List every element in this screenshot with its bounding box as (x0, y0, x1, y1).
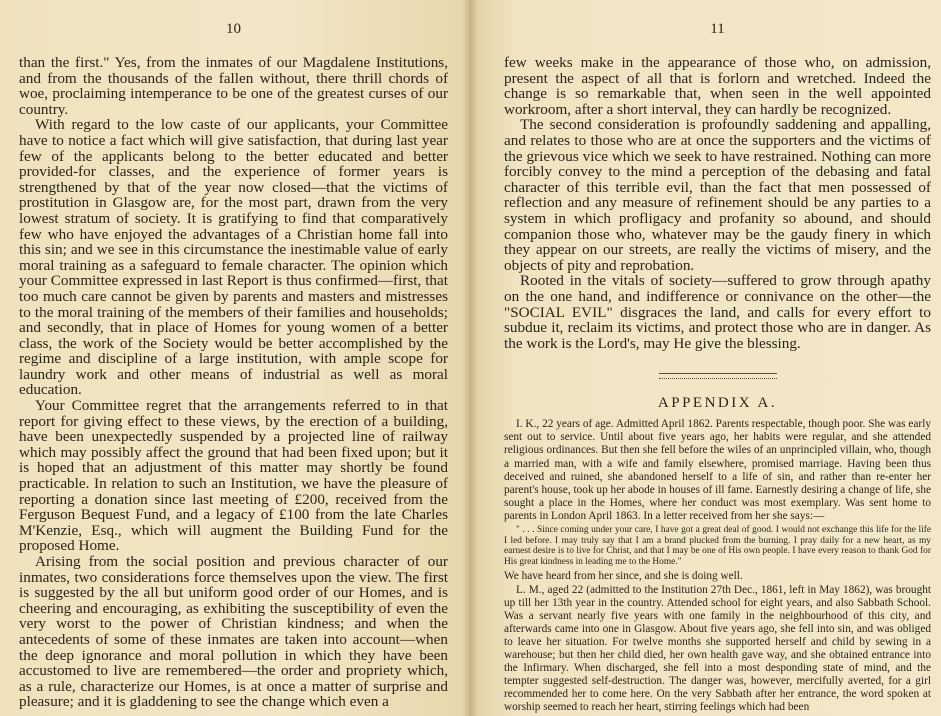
left-page-body (19, 55, 448, 710)
paragraph: Arising from the social position and previous character of our inmates, two considerations force themselves upon the view. The first is suggested by the all but uniform good order of our Homes, and is cheering and encouraging, as exhibiting the susceptibility of even the very worst to the power of Christian kindness; and when the antecedents of some of these inmates are taken into account—when the deep ignorance and moral pollution in which they have been accustomed to live are remembered—the order and propriety which, as a rule, characterize our Homes, is at once a matter of surprise and pleasure; and it is gladdening to see the change which even a (19, 553, 448, 711)
paragraph: With regard to the low caste of our applicants, your Committee have to notice a fact which will give satisfaction, that during last year few of the applicants belong to the better educated and better provided-for classes, and the experience of former years is strengthened by that of the year now closed—that the victims of prostitution in Glasgow are, for the most part, drawn from the very lowest stratum of society. It is gratifying to find that comparatively few who have enjoyed the advantages of a Christian home fall into this sin; and we see in this circumstance the inestimable value of early moral training as a safeguard to female character. The opinion which your Committee expressed in last Report is thus confirmed—first, that too much care cannot be given by parents and masters and mistresses to the moral training of the members of their families and households; and secondly, that in place of Homes for young women of a better class, the work of the Society would be better accomplished by the regime and discipline of a large institution, with ample scope for laundry work and other means of industrial as well as moral education. (19, 116, 448, 399)
paragraph: Rooted in the vitals of society—suffered to grow through apathy on the one hand, and indifference or connivance on the other—the "SOCIAL EVIL" disgraces the land, and calls for every effort to subdue it, reclaim its victims, and protect those who are in danger. As the work is the Lord's, may He give the blessing. (504, 272, 931, 352)
page-number-right: 11 (710, 21, 725, 37)
paragraph: Your Committee regret that the arrangements referred to in that report for giving effect to these views, by the erection of a building, have been unexpectedly suspended by a projected line of railway which may possibly affect the ground that had been fixed upon; but it is hoped that an adjustment of this matter may shortly be found practicable. In relation to such an Institution, we have the pleasure of reporting a donation since last meeting of £200, received from the Ferguson Bequest Fund, and a legacy of £100 from the late Charles M'Kenzie, Esq., which will augment the Building Fund for the proposed Home. (19, 397, 448, 555)
section-divider (659, 373, 777, 379)
paragraph: than the first." Yes, from the inmates of our Magdalene Institutions, and from the thousands of the fallen without, there thrill chords of woe, proclaiming intemperance to be one of the greatest curses of our country. (19, 54, 448, 118)
appendix-case: L. M., aged 22 (admitted to the Institution 27th Dec., 1861, left in May 1862), was brought up till her 13th year in the country. Attended school for eight years, and also Sabbath School. Was a servant nearly five years with one family in the neighbourhood of this city, and afterwards came into one in Glasgow. About five years ago, she fell into sin, and was obliged to leave her situation. For twelve months she supported herself and child by sewing in a warehouse; but then her child died, her own health gave way, and she obtained entrance into the Infirmary. When discharged, she fell into a most desponding state of mind, and the tempter suggested self-destruction. The danger was, however, mercifully averted, for a girl recommended her to come here. On the very Sabbath after her entrance, the word spoken at worship seemed to reach her heart, stirring feelings which had been (504, 583, 931, 714)
book-gutter (462, 0, 478, 716)
paragraph: few weeks make in the appearance of those who, on admission, present the aspect of all that is forlorn and wretched. Indeed the change is so remarkable that, when seen in the well appointed workroom, after a short interval, they can hardly be recognized. (504, 54, 931, 118)
appendix-note: We have heard from her since, and she is doing well. (504, 570, 743, 583)
right-page (470, 0, 941, 716)
page-number-left: 10 (226, 21, 241, 37)
appendix-body (504, 418, 931, 714)
letter-quote: " . . . Since coming under your care, I have got a great deal of good. I would not exchange this life for the life I led before. I may truly say that I am a brand plucked from the burning. I pray daily for a new heart, as my earnest desire is to live for Christ, and that I may be one of His own people. I have every reason to thank God for His great kindness in leading me to the Home." (504, 525, 931, 567)
left-page (0, 0, 470, 716)
paragraph: The second consideration is profoundly saddening and appalling, and relates to those who are at once the supporters and the victims of the grievous vice which we seek to have restrained. Nothing can more forcibly convey to the mind a perception of the debasing and fatal character of this terrible evil, than the fact that men possessed of reflection and any measure of refinement should be any parties to a system in which profligacy and profanity so abound, and should companion those who, whatever may be the gaudy finery in which they appear on our streets, are really the victims of misery, and the objects of pity and reprobation. (504, 116, 931, 274)
appendix-title: APPENDIX A. (657, 395, 778, 412)
appendix-case: I. K., 22 years of age. Admitted April 1862. Parents respectable, though poor. She was early sent out to service. Until about five years ago, her habits were regular, and she attended religious ordinances. But then she fell before the wiles of an unprincipled villain, who, though a married man, with a wife and family elsewhere, promised marriage. Having been thus deceived and ruined, she abandoned herself to a life of sin, and rather than re-enter her parent's house, took up her abode in houses of ill fame. Earnestly desiring a change of life, she sought a place in the Homes, where her conduct was most exemplary. Was sent home to parents in London April 1863. In a letter received from her she says:— (504, 418, 931, 522)
right-page-body (504, 55, 931, 351)
